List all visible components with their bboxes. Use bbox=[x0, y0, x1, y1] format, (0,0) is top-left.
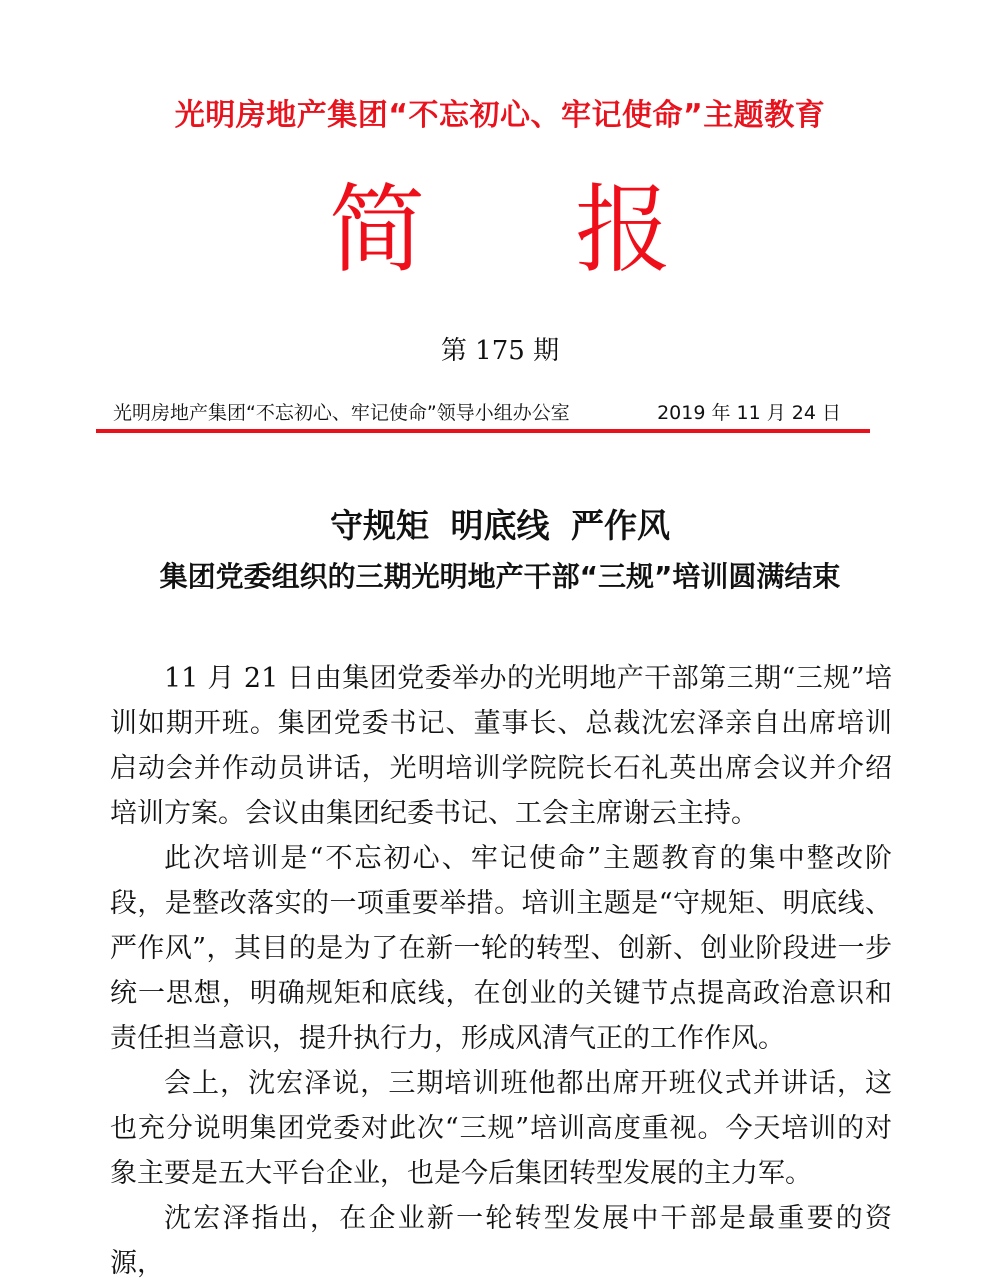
masthead-char-1: 简 bbox=[329, 174, 425, 286]
paragraph: 会上，沈宏泽说，三期培训班他都出席开班仪式并讲话，这也充分说明集团党委对此次“三规”培训高度重视。今天培训的对象主要是五大平台企业，也是今后集团转型发展的主力军。 bbox=[110, 1068, 892, 1189]
paragraph: 沈宏泽指出，在企业新一轮转型发展中干部是最重要的资源， bbox=[110, 1203, 892, 1279]
red-divider bbox=[96, 429, 870, 433]
masthead-char-2: 报 bbox=[575, 174, 671, 286]
org-banner: 光明房地产集团“不忘初心、牢记使命”主题教育 bbox=[174, 98, 826, 133]
issuer-name: 光明房地产集团“不忘初心、牢记使命”领导小组办公室 bbox=[113, 402, 570, 424]
article-subheadline: 集团党委组织的三期光明地产干部“三规”培训圆满结束 bbox=[159, 560, 841, 593]
masthead-title bbox=[0, 175, 1000, 285]
issue-number: 第 175 期 bbox=[440, 336, 560, 366]
paragraph: 11 月 21 日由集团党委举办的光明地产干部第三期“三规”培训如期开班。集团党委书记、董事长、总裁沈宏泽亲自出席培训启动会并作动员讲话，光明培训学院院长石礼英出席会议并介绍培训方案。会议由集团纪委书记、工会主席谢云主持。 bbox=[110, 663, 892, 829]
article-headline: 守规矩 明底线 严作风 bbox=[330, 506, 670, 545]
issue-date: 2019 年 11 月 24 日 bbox=[657, 402, 841, 424]
issuer-row bbox=[113, 398, 863, 425]
paragraph: 此次培训是“不忘初心、牢记使命”主题教育的集中整改阶段，是整改落实的一项重要举措。培训主题是“守规矩、明底线、严作风”，其目的是为了在新一轮的转型、创新、创业阶段进一步统一思想，明确规矩和底线，在创业的关键节点提高政治意识和责任担当意识，提升执行力，形成风清气正的工作作风。 bbox=[110, 843, 892, 1054]
article-body bbox=[110, 656, 892, 1286]
